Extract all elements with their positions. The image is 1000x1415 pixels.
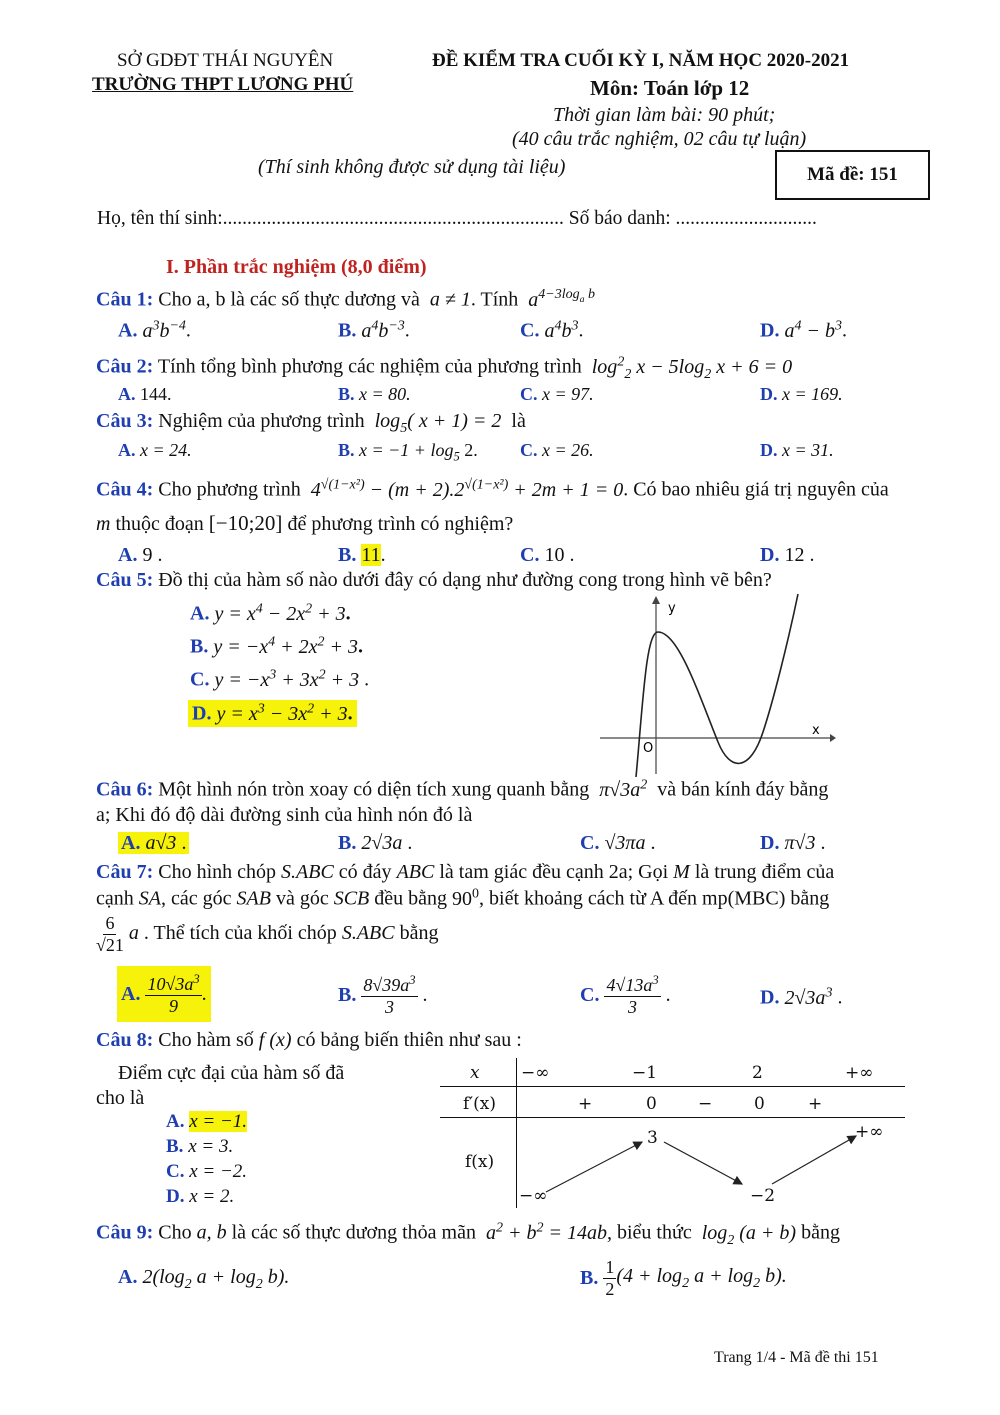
q1-option-c: C. $a^4b^3$. xyxy=(520,318,584,342)
table-x-value: +∞ xyxy=(845,1063,874,1083)
table-f-label: f(x) xyxy=(465,1152,495,1172)
table-fp-sign: + xyxy=(808,1094,823,1114)
question-count: (40 câu trắc nghiệm, 02 câu tự luận) xyxy=(512,128,807,150)
q8-option-a: A. x = −1. xyxy=(166,1111,248,1132)
q9-option-b: B. $\frac{1}{2}$ $(4 + \log_2 a + \log_2 b)$. xyxy=(580,1256,787,1299)
table-x-label: x xyxy=(470,1063,480,1083)
q3-option-a: A. x = 24. xyxy=(118,440,192,460)
q5-option-c: C. $y = -x^3 + 3x^2 + 3$ . xyxy=(190,667,370,691)
question-7-line3: $\frac{6}{√21}$ a . Thể tích của khối chóp S.ABC bằng xyxy=(96,913,439,955)
table-f-value: −∞ xyxy=(519,1186,548,1206)
x-axis-arrow xyxy=(830,734,836,742)
exam-code-box: Mã đề: 151 xyxy=(775,150,930,200)
student-info-line: Họ, tên thí sinh:...................................................................... Số báo danh: ............................. xyxy=(97,208,817,229)
q5-option-b: B. $y = -x^4 + 2x^2 + 3$. xyxy=(190,634,363,658)
q7-option-b: B. $\frac{8√39a^3}{3}$ . xyxy=(338,972,428,1017)
table-row-line xyxy=(440,1086,905,1087)
arrow-up-1 xyxy=(546,1142,642,1192)
q8-answer-highlight: x = −1. xyxy=(189,1111,248,1132)
question-9: Câu 9: Cho a, b là các số thực dương thỏa mãn $a^2 + b^2 = 14ab$, biểu thức $\log_2 (a + b)$ bằng xyxy=(96,1220,840,1248)
q2-text: Tính tổng bình phương các nghiệm của phương trình xyxy=(157,355,582,378)
x-axis-label: x xyxy=(812,723,820,738)
exam-title: ĐỀ KIỂM TRA CUỐI KỲ I, NĂM HỌC 2020-2021 xyxy=(432,50,850,71)
q8-option-c: C. x = −2. xyxy=(166,1161,248,1182)
table-x-value: −1 xyxy=(632,1063,658,1083)
question-5: Câu 5: Đồ thị của hàm số nào dưới đây có dạng như đường cong trong hình vẽ bên? xyxy=(96,569,772,591)
y-axis-label: y xyxy=(668,601,676,616)
q2-option-d: D. x = 169. xyxy=(760,384,843,404)
table-fp-sign: 0 xyxy=(646,1094,657,1114)
q6-option-c: C. √3πa . xyxy=(580,832,656,854)
question-8-line3: cho là xyxy=(96,1087,145,1109)
q1-condition: a ≠ 1 xyxy=(424,288,471,311)
question-1 xyxy=(96,287,595,312)
question-6: Câu 6: Một hình nón tròn xoay có diện tích xung quanh bằng $\pi√3a^2$ và bán kính đáy bằng xyxy=(96,777,829,801)
q3-option-d: D. x = 31. xyxy=(760,440,834,460)
y-axis-arrow xyxy=(652,596,660,604)
q6-option-b: B. 2√3a . xyxy=(338,832,413,854)
q7-option-a: A. $\frac{10√3a^3}{9}$ . xyxy=(117,966,211,1022)
question-4-line2: m thuộc đoạn [−10;20] để phương trình có nghiệm? xyxy=(96,511,514,535)
table-fp-sign: + xyxy=(578,1094,593,1114)
question-7-line2: cạnh SA, các góc SAB và góc SCB đều bằng $90^0$, biết khoảng cách từ A đến mp(MBC) bằng xyxy=(96,886,830,910)
school-name: TRƯỜNG THPT LƯƠNG PHÚ xyxy=(92,74,354,95)
question-8-line2: Điểm cực đại của hàm số đã xyxy=(118,1062,345,1084)
q7-option-c: C. $\frac{4√13a^3}{3}$ . xyxy=(580,972,671,1017)
table-f-value: +∞ xyxy=(855,1122,884,1142)
exam-time: Thời gian làm bài: 90 phút; xyxy=(553,104,776,126)
origin-label: O xyxy=(643,741,654,756)
table-arrows xyxy=(516,1118,906,1208)
q5-option-d: D. $y = x^3 - 3x^2 + 3$. xyxy=(188,700,357,727)
table-fp-label: f′(x) xyxy=(463,1094,497,1114)
q5-graph xyxy=(598,592,838,777)
question-3: Câu 3: Nghiệm của phương trình $\log_5$( x + 1) = 2 là xyxy=(96,410,526,436)
q1-option-b: B. $a^4b^{-3}$. xyxy=(338,318,410,342)
q1-option-a: A. $a^3b^{-4}$. xyxy=(118,318,191,342)
q1-text2: . Tính xyxy=(470,288,519,311)
question-6-line2: a; Khi đó độ dài đường sinh của hình nón đó là xyxy=(96,804,473,826)
q7-option-d: D. $2√3a^3$ . xyxy=(760,985,843,1009)
arrow-up-2 xyxy=(772,1136,856,1184)
q3-option-b: B. $x = -1 + \log_5 2$. xyxy=(338,440,478,464)
page-footer: Trang 1/4 - Mã đề thi 151 xyxy=(714,1349,879,1366)
curve xyxy=(636,594,798,777)
q4-option-d: D. 12 . xyxy=(760,544,815,566)
department: SỞ GDĐT THÁI NGUYÊN xyxy=(117,50,334,71)
q1-label: Câu 1: xyxy=(96,288,154,311)
arrow-down xyxy=(664,1142,742,1184)
question-8: Câu 8: Cho hàm số f (x) có bảng biến thiên như sau : xyxy=(96,1029,522,1051)
q2-option-b: B. x = 80. xyxy=(338,384,411,404)
q4-option-c: C. 10 . xyxy=(520,544,575,566)
q4-option-a: A. 9 . xyxy=(118,544,163,566)
q8-option-b: B. x = 3. xyxy=(166,1136,234,1157)
question-2 xyxy=(96,354,792,383)
q1-option-d: D. $a^4 - b^3$. xyxy=(760,318,847,342)
q9-option-a: A. $2(\log_2$ $a + \log_2 b$). xyxy=(118,1266,290,1292)
subject: Môn: Toán lớp 12 xyxy=(590,76,750,100)
q4-answer-highlight: 11 xyxy=(361,544,381,566)
q3-option-c: C. x = 26. xyxy=(520,440,594,460)
q4-option-b: B. 11. xyxy=(338,544,386,566)
q2-equation: $\log^2_2 x - 5\log_2$ x + 6 = 0 xyxy=(586,354,793,382)
q6-option-a: A. a√3 . xyxy=(118,831,189,855)
section-title: I. Phần trắc nghiệm (8,0 điểm) xyxy=(166,256,427,278)
q5-option-a: A. $y = x^4 - 2x^2 + 3$. xyxy=(190,601,351,625)
exam-note: (Thí sinh không được sử dụng tài liệu) xyxy=(258,156,566,178)
q2-label: Câu 2: xyxy=(96,355,154,378)
question-7: Câu 7: Cho hình chóp S.ABC có đáy ABC là tam giác đều cạnh 2a; Gọi M là trung điểm của xyxy=(96,861,835,883)
q1-text: Cho a, b là các số thực dương và xyxy=(158,288,420,311)
q1-expression: $a^{4-3log_a b}$ xyxy=(523,287,596,311)
table-f-value: 3 xyxy=(647,1128,658,1148)
question-4: Câu 4: Cho phương trình $4^{√(1-x^2)} - (m + 2).2^{√(1-x^2)} + 2m + 1 = 0$. Có bao nhiêu giá trị nguyên của xyxy=(96,477,889,501)
q6-option-d: D. π√3 . xyxy=(760,832,826,854)
table-x-value: 2 xyxy=(752,1063,763,1083)
table-x-value: −∞ xyxy=(521,1063,550,1083)
q2-option-a: A. 144. xyxy=(118,384,172,404)
q2-option-c: C. x = 97. xyxy=(520,384,594,404)
table-fp-sign: 0 xyxy=(754,1094,765,1114)
q8-option-d: D. x = 2. xyxy=(166,1186,235,1207)
table-fp-sign: − xyxy=(698,1094,713,1114)
table-f-value: −2 xyxy=(750,1186,776,1206)
